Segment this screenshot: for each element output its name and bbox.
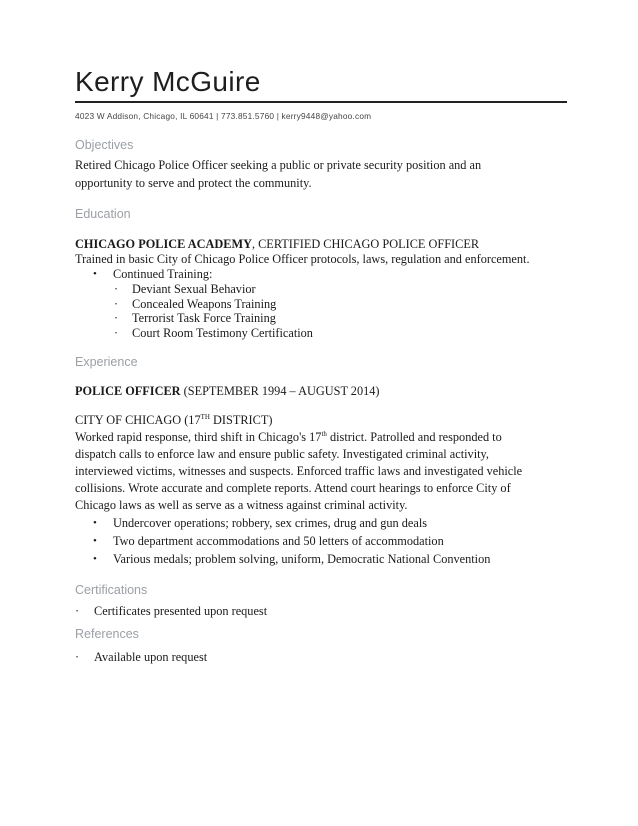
certifications-heading: Certifications (75, 583, 148, 597)
bullet-icon: • (93, 517, 97, 529)
job-description-line-2: dispatch calls to enforce law and ensure public safety. Investigated criminal activity, (75, 447, 489, 461)
experience-highlight: Undercover operations; robbery, sex crimes, drug and gun deals (113, 516, 428, 530)
experience-highlight: Two department accommodations and 50 letters of accommodation (113, 534, 444, 548)
employer-line: CITY OF CHICAGO (17TH DISTRICT) (75, 412, 273, 427)
job-title-line (75, 384, 380, 399)
job-description-line-4: collisions. Wrote accurate and complete reports. Attend court hearings to enforce City of (75, 481, 511, 495)
objectives-heading: Objectives (75, 138, 134, 152)
school-name: CHICAGO POLICE ACADEMY (75, 237, 252, 251)
references-heading: References (75, 627, 139, 641)
training-item: Concealed Weapons Training (132, 297, 277, 311)
experience-highlight: Various medals; problem solving, uniform, Democratic National Convention (113, 552, 491, 566)
objectives-line-2: opportunity to serve and protect the community. (75, 176, 312, 190)
education-school-line (75, 237, 479, 252)
education-heading: Education (75, 207, 131, 221)
job-description-line-3: interviewed victims, witnesses and suspects. Enforced traffic laws and investigated vehicle (75, 464, 523, 478)
header-rule (75, 101, 567, 103)
sub-bullet-icon: · (114, 282, 119, 296)
bullet-icon: • (93, 268, 97, 280)
training-item: Deviant Sexual Behavior (132, 282, 256, 296)
school-certification: , CERTIFIED CHICAGO POLICE OFFICER (251, 237, 480, 251)
continued-training-label: Continued Training: (113, 267, 213, 281)
resume-name: Kerry McGuire (75, 66, 261, 97)
sub-bullet-icon: · (75, 650, 80, 664)
job-description-line-1: Worked rapid response, third shift in Chicago's 17th district. Patrolled and responded to (75, 429, 502, 444)
job-description-line-5: Chicago laws as well as serve as a witness against criminal activity. (75, 498, 408, 512)
certifications-item: Certificates presented upon request (94, 604, 268, 618)
sub-bullet-icon: · (114, 297, 119, 311)
training-item: Terrorist Task Force Training (132, 311, 276, 325)
job-dates: (SEPTEMBER 1994 – AUGUST 2014) (180, 384, 380, 398)
education-description: Trained in basic City of Chicago Police Officer protocols, laws, regulation and enforcement. (75, 252, 530, 266)
training-item: Court Room Testimony Certification (132, 326, 313, 340)
bullet-icon: • (93, 535, 97, 547)
job-title: POLICE OFFICER (75, 384, 181, 398)
references-item: Available upon request (94, 650, 208, 664)
experience-heading: Experience (75, 355, 138, 369)
sub-bullet-icon: · (75, 604, 80, 618)
sub-bullet-icon: · (114, 326, 119, 340)
bullet-icon: • (93, 553, 97, 565)
contact-line: 4023 W Addison, Chicago, IL 60641 | 773.851.5760 | kerry9448@yahoo.com (75, 111, 372, 121)
objectives-line-1: Retired Chicago Police Officer seeking a public or private security position and an (75, 158, 482, 172)
sub-bullet-icon: · (114, 311, 119, 325)
